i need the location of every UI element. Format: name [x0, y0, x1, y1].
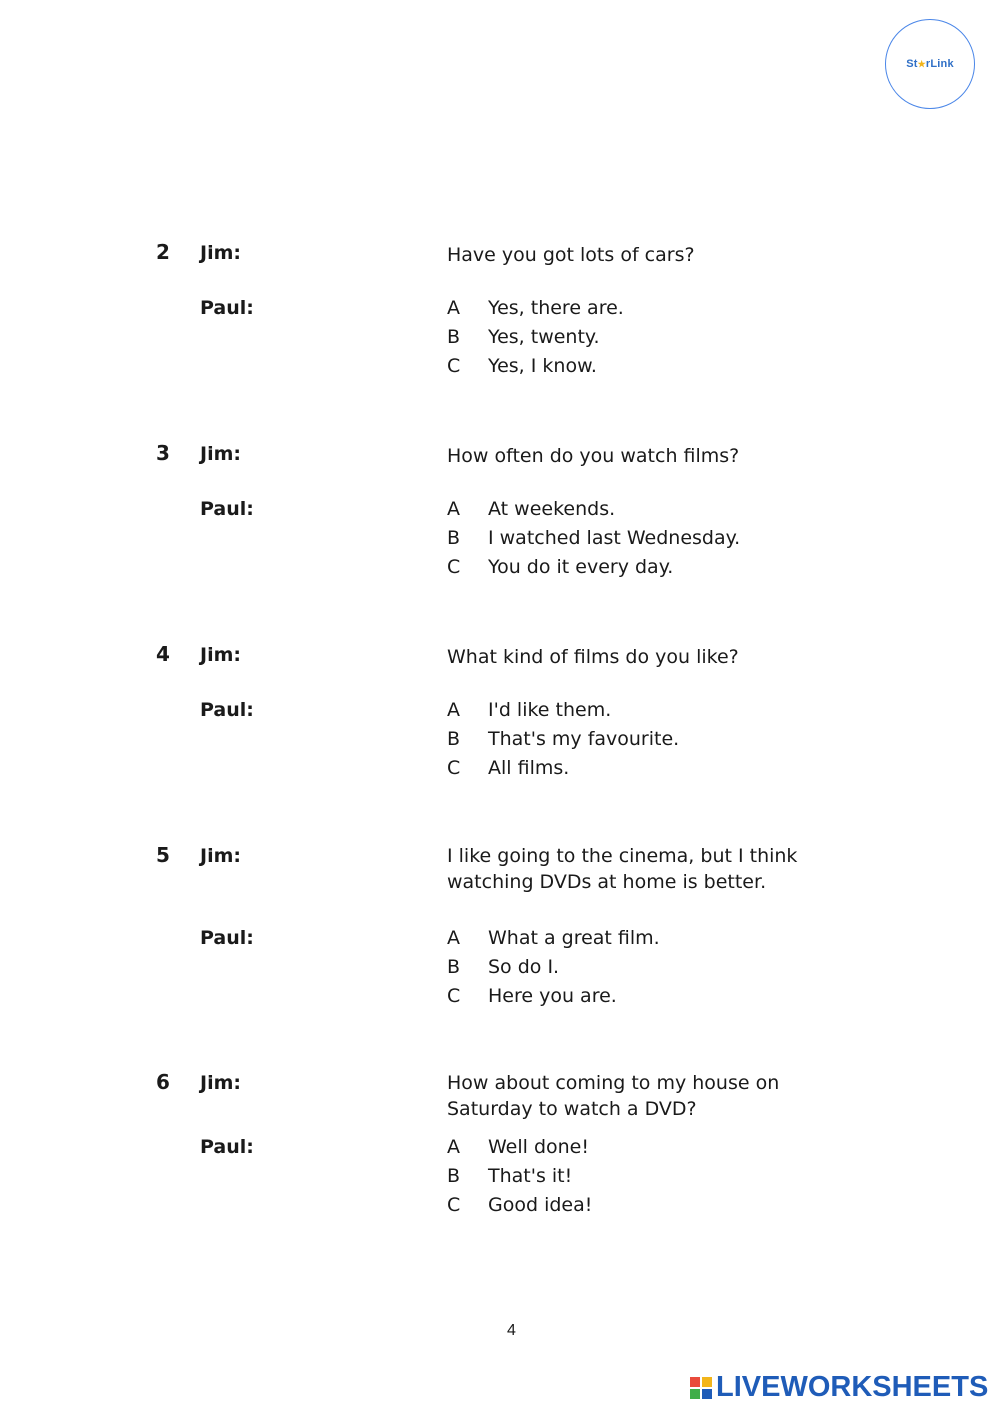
option-c[interactable]: [447, 556, 673, 585]
starlink-logo: [885, 19, 975, 109]
option-text: That's it!: [488, 1165, 573, 1187]
option-a[interactable]: [447, 1136, 589, 1165]
option-text: Here you are.: [488, 985, 617, 1007]
option-letter: A: [447, 498, 460, 520]
speaker-jim: Jim:: [200, 242, 241, 264]
option-letter: B: [447, 1165, 461, 1187]
question-prompt: Have you got lots of cars?: [447, 244, 695, 266]
option-a[interactable]: [447, 927, 660, 956]
question-number: 5: [156, 843, 170, 867]
question-prompt: What kind of films do you like?: [447, 646, 739, 668]
option-c[interactable]: [447, 355, 597, 384]
option-text: Yes, twenty.: [488, 326, 600, 348]
logo-star-icon: ★: [917, 58, 926, 69]
question-number: 6: [156, 1070, 170, 1094]
option-text: I'd like them.: [488, 699, 612, 721]
liveworksheets-logo: [690, 1371, 988, 1404]
speaker-paul: Paul:: [200, 1136, 254, 1158]
option-text: Yes, I know.: [488, 355, 597, 377]
option-c[interactable]: [447, 757, 569, 786]
speaker-jim: Jim:: [200, 845, 241, 867]
option-letter: C: [447, 355, 461, 377]
option-letter: B: [447, 728, 461, 750]
option-letter: B: [447, 326, 461, 348]
option-letter: A: [447, 1136, 460, 1158]
option-c[interactable]: [447, 985, 617, 1014]
option-text: At weekends.: [488, 498, 616, 520]
option-letter: C: [447, 757, 461, 779]
option-text: What a great film.: [488, 927, 660, 949]
speaker-paul: Paul:: [200, 498, 254, 520]
option-b[interactable]: [447, 728, 679, 757]
speaker-paul: Paul:: [200, 927, 254, 949]
question-prompt: I like going to the cinema, but I think watching DVDs at home is better.: [447, 845, 798, 893]
page-number: 4: [507, 1322, 516, 1339]
option-a[interactable]: [447, 699, 611, 728]
question-number: 3: [156, 441, 170, 465]
liveworksheets-mark-icon: [690, 1377, 712, 1399]
question-prompt: How often do you watch films?: [447, 445, 740, 467]
logo-text-right: rLink: [925, 58, 954, 70]
question-number: 2: [156, 240, 170, 264]
speaker-jim: Jim:: [200, 1072, 241, 1094]
option-b[interactable]: [447, 956, 559, 985]
option-letter: C: [447, 985, 461, 1007]
option-letter: A: [447, 699, 460, 721]
option-letter: B: [447, 527, 461, 549]
option-text: That's my favourite.: [488, 728, 680, 750]
option-letter: B: [447, 956, 461, 978]
option-letter: C: [447, 1194, 461, 1216]
speaker-jim: Jim:: [200, 644, 241, 666]
speaker-paul: Paul:: [200, 699, 254, 721]
option-text: Good idea!: [488, 1194, 593, 1216]
option-letter: A: [447, 297, 460, 319]
option-letter: C: [447, 556, 461, 578]
option-letter: A: [447, 927, 460, 949]
logo-text-left: St: [906, 58, 918, 70]
option-text: All films.: [488, 757, 570, 779]
question-prompt: How about coming to my house on Saturday to watch a DVD?: [447, 1072, 780, 1120]
option-c[interactable]: [447, 1194, 592, 1223]
option-text: Yes, there are.: [488, 297, 624, 319]
option-b[interactable]: [447, 527, 740, 556]
question-number: 4: [156, 642, 170, 666]
option-text: So do I.: [488, 956, 560, 978]
liveworksheets-wordmark: LIVEWORKSHEETS: [716, 1371, 989, 1403]
option-a[interactable]: [447, 498, 615, 527]
option-text: You do it every day.: [488, 556, 674, 578]
option-text: Well done!: [488, 1136, 589, 1158]
speaker-paul: Paul:: [200, 297, 254, 319]
option-a[interactable]: [447, 297, 624, 326]
speaker-jim: Jim:: [200, 443, 241, 465]
option-b[interactable]: [447, 326, 600, 355]
option-text: I watched last Wednesday.: [488, 527, 741, 549]
option-b[interactable]: [447, 1165, 572, 1194]
